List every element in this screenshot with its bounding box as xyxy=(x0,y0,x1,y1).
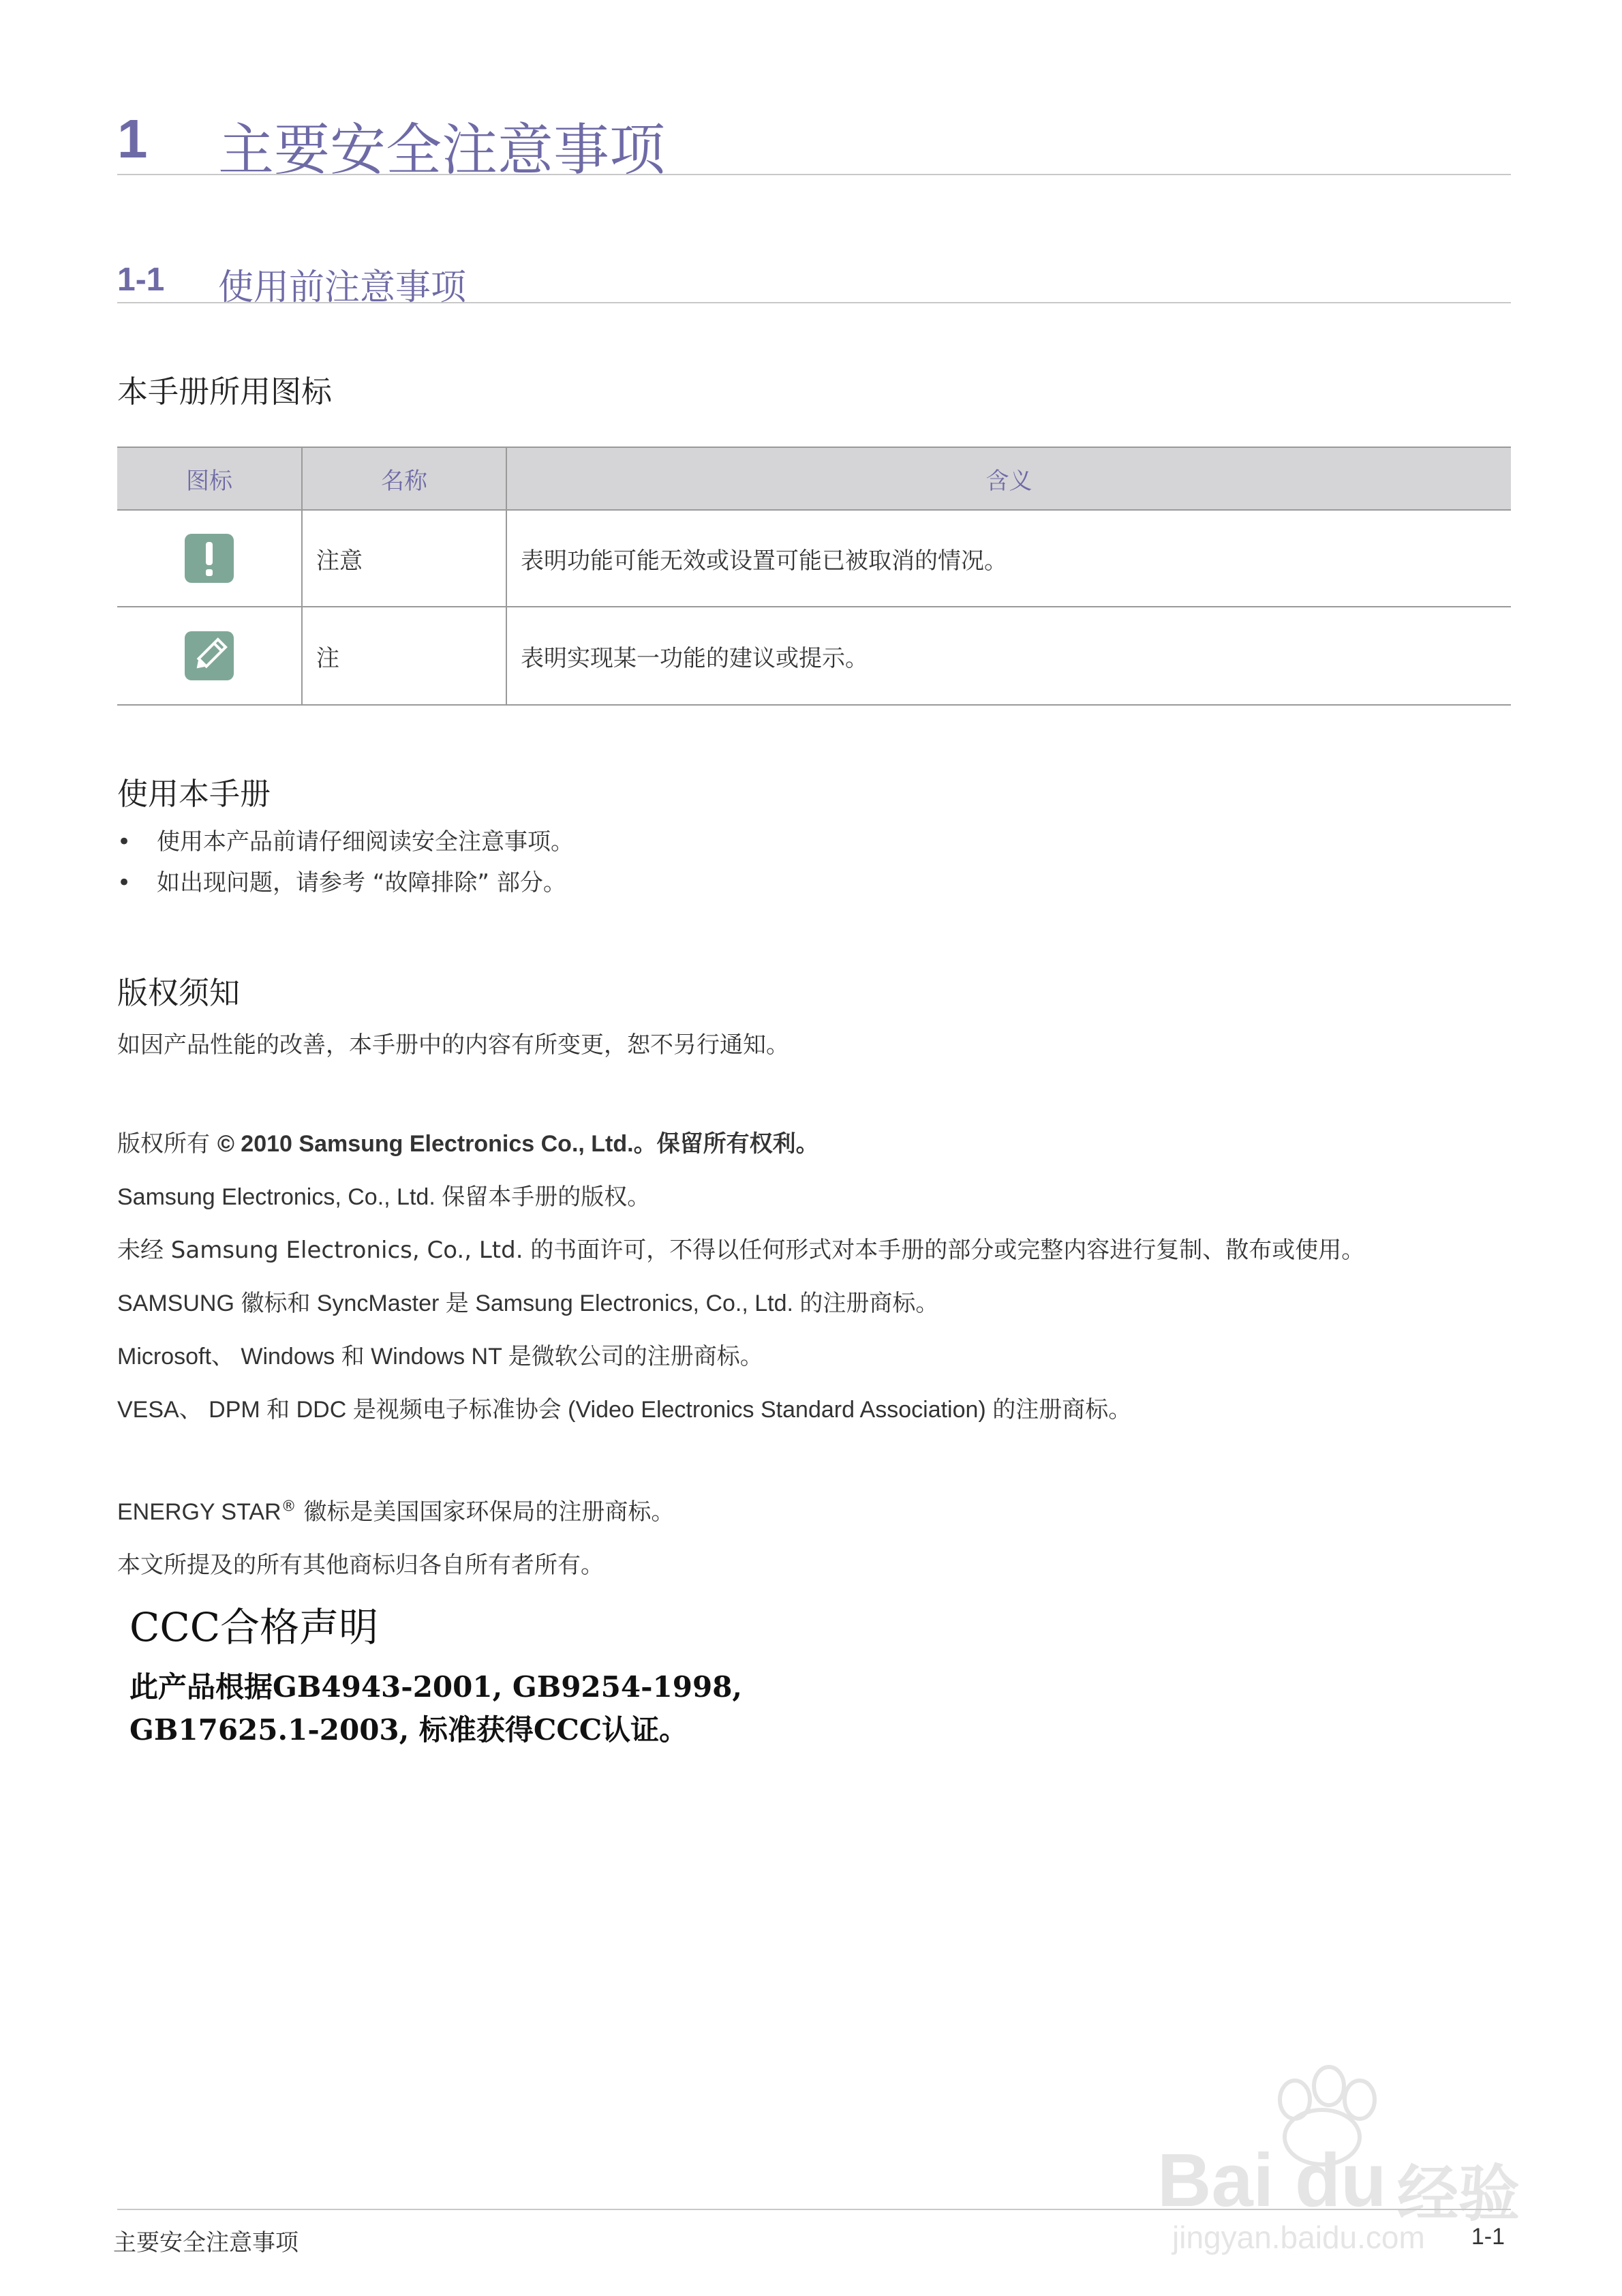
footer-chapter: 主要安全注意事项 xyxy=(113,2229,299,2256)
list-item: • 如出现问题，请参考 “故障排除” 部分。 xyxy=(117,862,574,903)
icons-heading: 本手册所用图标 xyxy=(117,374,333,410)
copyright-heading: 版权须知 xyxy=(117,975,241,1011)
copyright-line-1 xyxy=(117,1125,819,1158)
table-header-row xyxy=(117,447,1511,510)
using-manual-heading: 使用本手册 xyxy=(117,776,271,812)
copyright-rights: 。保留所有权利。 xyxy=(633,1130,819,1158)
page-number: 1-1 xyxy=(1471,2224,1505,2250)
chapter-title-text: 主要安全注意事项 xyxy=(218,118,666,183)
table-cell-meaning: 表明实现某一功能的建议或提示。 xyxy=(506,607,1511,705)
section-title-text: 使用前注意事项 xyxy=(218,267,467,308)
registered-mark: ® xyxy=(281,1498,296,1515)
note-pencil-icon xyxy=(185,631,234,680)
caution-icon xyxy=(185,534,234,583)
section-number: 1-1 xyxy=(117,262,165,298)
copyright-line-2: Samsung Electronics, Co., Ltd. 保留本手册的版权。 xyxy=(117,1184,651,1210)
table-row xyxy=(117,510,1511,607)
copyright-line-6: VESA、 DPM 和 DDC 是视频电子标准协会 (Video Electronics Standard Association) 的注册商标。 xyxy=(117,1397,1132,1423)
watermark-brand-2: du xyxy=(1295,2139,1387,2222)
header-meaning: 含义 xyxy=(506,447,1511,510)
copyright-line-8: 本文所提及的所有其他商标归各自所有者所有。 xyxy=(117,1552,604,1579)
ccc-line-1: 此产品根据GB4943-2001, GB9254-1998, xyxy=(129,1670,743,1704)
chapter-number: 1 xyxy=(117,108,148,169)
watermark-brand: Bai xyxy=(1157,2139,1274,2222)
table-cell-icon xyxy=(117,510,302,607)
watermark-url: jingyan.baidu.com xyxy=(1172,2220,1425,2255)
header-name: 名称 xyxy=(302,447,506,510)
copyright-line-4: SAMSUNG 徽标和 SyncMaster 是 Samsung Electronics, Co., Ltd. 的注册商标。 xyxy=(117,1290,939,1316)
table-cell-name: 注意 xyxy=(302,510,506,607)
copyright-prefix: 版权所有 xyxy=(117,1130,217,1158)
energy-star-name: ENERGY STAR xyxy=(117,1499,281,1525)
section-title xyxy=(117,256,1511,308)
list-item: • 使用本产品前请仔细阅读安全注意事项。 xyxy=(117,821,574,862)
table-cell-meaning: 表明功能可能无效或设置可能已被取消的情况。 xyxy=(506,510,1511,607)
footer-divider xyxy=(117,2209,1511,2210)
copyright-line-7 xyxy=(117,1493,674,1526)
table-row xyxy=(117,607,1511,705)
copyright-notice: 如因产品性能的改善，本手册中的内容有所变更，恕不另行通知。 xyxy=(117,1031,789,1059)
table-cell-icon xyxy=(117,607,302,705)
copyright-holder: © 2010 Samsung Electronics Co., Ltd. xyxy=(217,1131,634,1157)
chapter-title xyxy=(117,102,1511,183)
copyright-line-5: Microsoft、 Windows 和 Windows NT 是微软公司的注册商标。 xyxy=(117,1344,763,1370)
ccc-title: CCC合格声明 xyxy=(129,1604,379,1650)
watermark-cn: 经验 xyxy=(1397,2158,1520,2230)
icons-table xyxy=(117,447,1511,706)
energy-star-text: 徽标是美国国家环保局的注册商标。 xyxy=(296,1498,675,1526)
copyright-line-3: 未经 Samsung Electronics, Co., Ltd. 的书面许可，不得以任何形式对本手册的部分或完整内容进行复制、散布或使用。 xyxy=(117,1237,1365,1264)
table-cell-name: 注 xyxy=(302,607,506,705)
ccc-line-2: GB17625.1-2003, 标准获得CCC认证。 xyxy=(129,1713,688,1747)
using-manual-list xyxy=(117,821,574,903)
header-icon: 图标 xyxy=(117,447,302,510)
